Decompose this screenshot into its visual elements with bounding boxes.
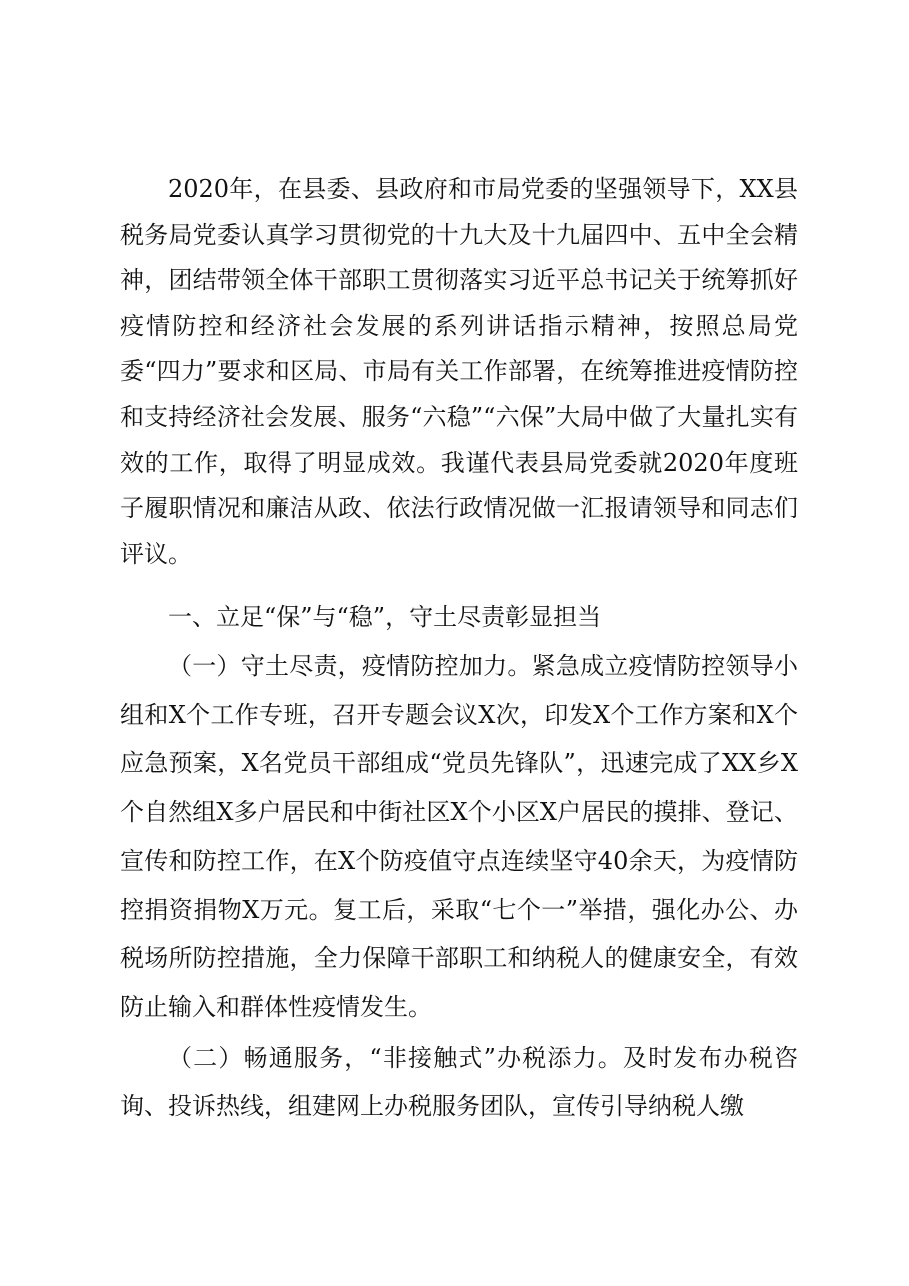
subsection-paragraph-2: （二）畅通服务，“非接触式”办税添力。及时发布办税咨询、投诉热线，组建网上办税服务团队，宣传引导纳税人缴 — [120, 1044, 798, 1120]
subsection-paragraph-1: （一）守土尽责，疫情防控加力。紧急成立疫情防控领导小组和X个工作专班，召开专题会议X次，印发X个工作方案和X个应急预案，X名党员干部组成“党员先锋队”，迅速完成了XX乡X个自然组X多户居民和中街社区X个小区X户居民的摸排、登记、宣传和防控工作，在X个防疫值守点连续坚守40余天，为疫情防控捐资捐物X万元。复工后，采取“七个一”举措，强化办公、办税场所防控措施，全力保障干部职工和纳税人的健康安全，有效防止输入和群体性疫情发生。 — [120, 652, 798, 1021]
section-heading-1: 一、立足“保”与“稳”，守土尽责彰显担当 — [168, 603, 602, 631]
intro-paragraph: 2020年，在县委、县政府和市局党委的坚强领导下，XX县税务局党委认真学习贯彻党的十九大及十九届四中、五中全会精神，团结带领全体干部职工贯彻落实习近平总书记关于统筹抓好疫情防控和经济社会发展的系列讲话指示精神，按照总局党委“四力”要求和区局、市局有关工作部署，在统筹推进疫情防控和支持经济社会发展、服务“六稳”“六保”大局中做了大量扎实有效的工作，取得了明显成效。我谨代表县局党委就2020年度班子履职情况和廉洁从政、依法行政情况做一汇报请领导和同志们评议。 — [120, 175, 798, 568]
